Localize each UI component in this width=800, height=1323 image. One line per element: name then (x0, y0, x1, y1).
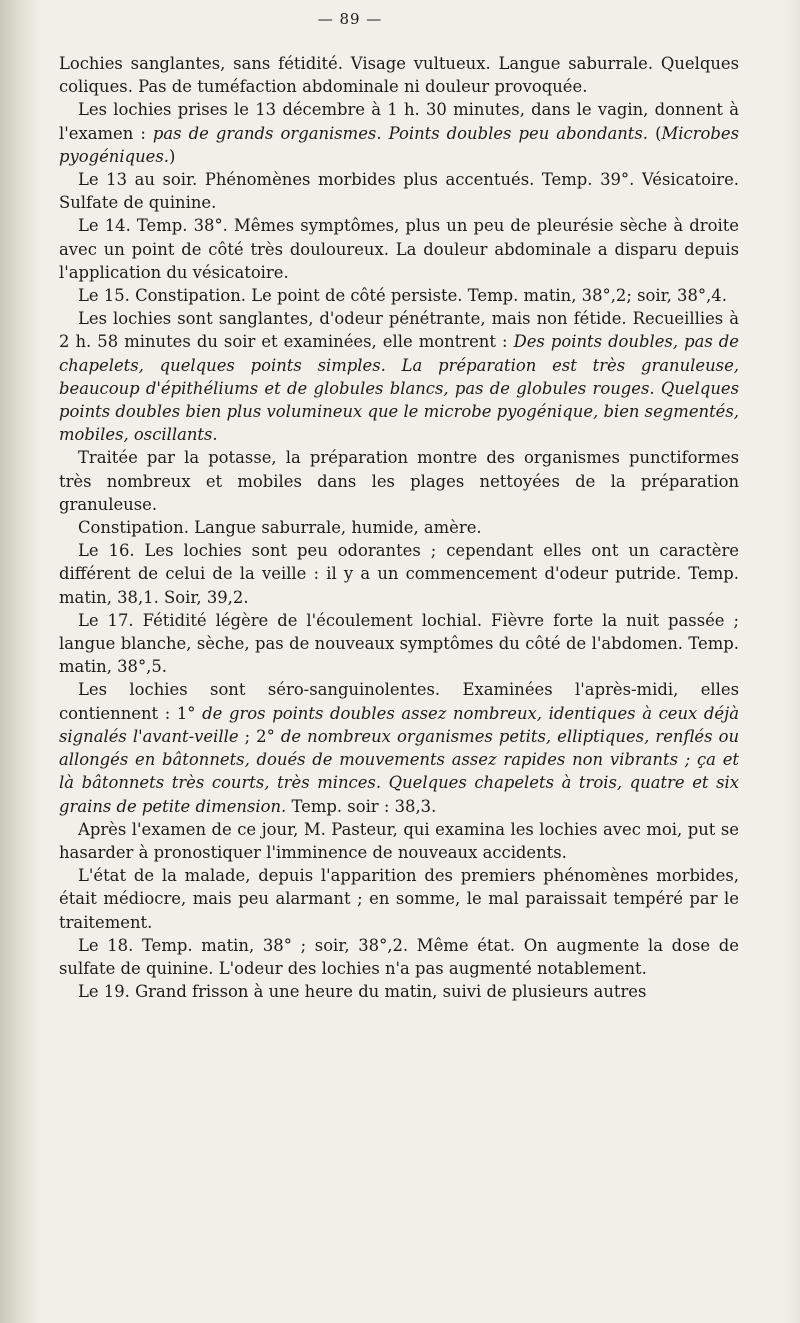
text-run: Le 14. Temp. 38°. Mêmes symptômes, plus un peu de pleurésie sèche à droite avec un point de côté très douloureux. La douleur abdominale a disparu depuis l'application du vésicatoire. (59, 216, 739, 282)
text-run: Le 19. Grand frisson à une heure du matin, suivi de plusieurs autres (78, 982, 647, 1002)
paragraph (59, 214, 739, 284)
text-run: Le 13 au soir. Phénomènes morbides plus accentués. Temp. 39°. Vésicatoire. Sulfate de quinine. (59, 170, 739, 213)
text-run: Temp. soir : 38,3. (286, 796, 437, 816)
italic-text: de nombreux organismes petits, elliptiques, renflés ou allongés en bâtonnets, doués de mouvements assez rapides non vibrants ; ça et là bâtonnets très courts, très minces. Quelques chapelets à trois, quatre et six grains de petite dimension. (59, 726, 739, 816)
italic-text: pas de grands organismes. Points doubles peu abondants. (152, 123, 649, 143)
text-run: Les lochies sont séro-sanguinolentes. Examinées l'après-midi, elles contiennent : 1° (59, 680, 739, 723)
text-run: Le 17. Fétidité légère de l'écoulement lochial. Fièvre forte la nuit passée ; langue blanche, sèche, pas de nouveaux symptômes du côté de l'abdomen. Temp. matin, 38°,5. (59, 610, 739, 677)
italic-text: Des points doubles, pas de chapelets, quelques points simples. La préparation est très granuleuse, beaucoup d'épithéliums et de globules blancs, pas de globules rouges. Quelques points doubles bien plus volumineux que le microbe pyogénique, bien segmentés, mobiles, oscillants. (59, 332, 739, 445)
text-run: Lochies sanglantes, sans fétidité. Visage vultueux. Langue saburrale. Quelques coliques. Pas de tuméfaction abdominale ni douleur provoquée. (59, 54, 739, 97)
page-number: — 89 — (317, 10, 383, 28)
italic-text: Microbes pyogéniques. (59, 123, 739, 166)
text-run: Le 16. Les lochies sont peu odorantes ; cependant elles ont un caractère différent de celui de la veille : il y a un commencement d'odeur putride. Temp. matin, 38,1. Soir, 39,2. (59, 541, 739, 607)
page-body (59, 52, 739, 1003)
paragraph (59, 818, 739, 864)
text-run: Les lochies prises le 13 décembre à 1 h. 30 minutes, dans le vagin, donnent à l'examen : (59, 100, 739, 143)
paragraph (59, 678, 739, 817)
scan-shadow-left (0, 0, 40, 1323)
paragraph (59, 284, 739, 307)
paragraph (59, 609, 739, 679)
paragraph (59, 307, 739, 446)
paragraph (59, 98, 739, 168)
text-run: Traitée par la potasse, la préparation montre des organismes punctiformes très nombreux et mobiles dans les plages nettoyées de la préparation granuleuse. (59, 448, 739, 514)
paragraph (59, 52, 739, 98)
paragraph (59, 168, 739, 214)
text-run: Le 15. Constipation. Le point de côté persiste. Temp. matin, 38°,2; soir, 38°,4. (78, 286, 727, 306)
text-run: Le 18. Temp. matin, 38° ; soir, 38°,2. Même état. On augmente la dose de sulfate de quinine. L'odeur des lochies n'a pas augmenté notablement. (59, 935, 739, 978)
text-run: Constipation. Langue saburrale, humide, amère. (78, 518, 482, 538)
paragraph (59, 516, 739, 539)
text-run: L'état de la malade, depuis l'apparition des premiers phénomènes morbides, était médiocre, mais peu alarmant ; en somme, le mal paraissait tempéré par le traitement. (59, 866, 739, 932)
text-run: ( (648, 123, 662, 143)
scan-shadow-right (786, 0, 800, 1323)
text-run: ) (168, 146, 176, 166)
italic-text: de gros points doubles assez nombreux, identiques à ceux déjà signalés l'avant-veille (59, 703, 739, 746)
text-run: Les lochies sont sanglantes, d'odeur pénétrante, mais non fétide. Recueillies à 2 h. 58 minutes du soir et examinées, elle montrent : (59, 309, 739, 352)
paragraph (59, 980, 739, 1003)
text-run: ; 2° (238, 726, 281, 746)
paragraph (59, 446, 739, 516)
text-run: Après l'examen de ce jour, M. Pasteur, qui examina les lochies avec moi, put se hasarder à pronostiquer l'imminence de nouveaux accidents. (59, 819, 739, 862)
paragraph (59, 934, 739, 980)
paragraph (59, 539, 739, 609)
paragraph (59, 864, 739, 934)
